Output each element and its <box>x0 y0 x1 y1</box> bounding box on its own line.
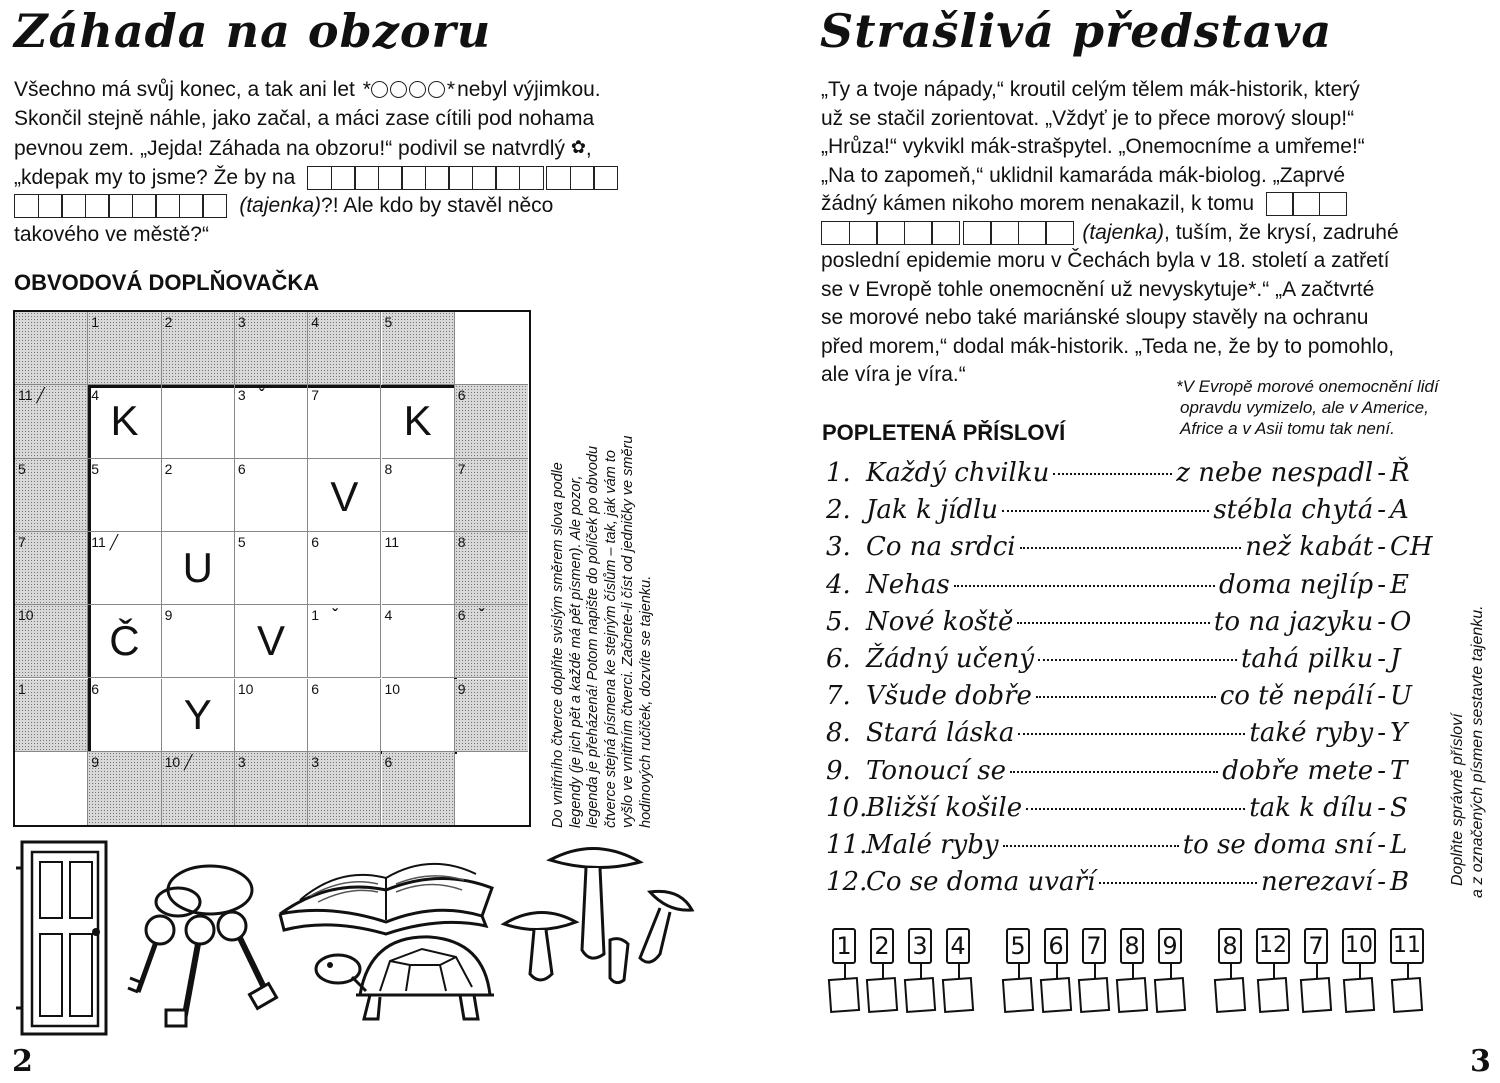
cell-number: 3 <box>311 753 319 770</box>
proverb-dots <box>1018 733 1245 735</box>
key-number-box: 10 <box>1342 928 1376 964</box>
cell-number: 6 <box>311 680 319 697</box>
cell-number: 6 <box>457 607 466 624</box>
keys-icon <box>120 860 290 1040</box>
cell-number: 11 ╱ <box>18 387 45 404</box>
proverb-number: 8. <box>826 718 851 749</box>
grid-cell[interactable] <box>235 605 308 678</box>
cell-number: 1 <box>18 680 26 697</box>
proverb-dots <box>1010 771 1218 773</box>
cell-number: 6 <box>91 680 100 697</box>
cell-number: 11 <box>384 533 400 550</box>
cell-letter: Y <box>183 690 212 738</box>
cell-number: 10 ╱ <box>164 753 193 770</box>
key-number-box: 8 <box>1120 928 1144 964</box>
grid-cell[interactable] <box>162 752 235 825</box>
cell-number: 7 <box>18 533 26 550</box>
proverb-line <box>826 718 1420 748</box>
key-number-box: 11 <box>1390 928 1424 964</box>
cell-number: 1 <box>91 314 100 330</box>
grid-cell[interactable] <box>162 532 235 605</box>
cell-number: 7 <box>457 460 466 477</box>
answer-boxes-word4[interactable] <box>821 221 1073 245</box>
key-connector <box>1018 964 1020 978</box>
proverb-number: 9. <box>826 755 851 786</box>
proverb-number: 10. <box>826 792 868 823</box>
grid-cell[interactable] <box>308 605 381 678</box>
proverb-line <box>826 756 1420 786</box>
grid-cell[interactable] <box>88 312 161 385</box>
key-number-box: 8 <box>1218 928 1242 964</box>
key-connector <box>1056 964 1058 978</box>
cell-number: 5 <box>18 460 26 477</box>
answer-letter-box[interactable] <box>1116 977 1148 1013</box>
cell-letter: K <box>403 397 432 445</box>
proverb-dots <box>1053 473 1172 475</box>
grid-cell[interactable] <box>15 752 88 825</box>
door-icon <box>14 838 110 1038</box>
grid-cell[interactable] <box>455 459 528 532</box>
grid-cell[interactable] <box>308 459 381 532</box>
key-number-box: 4 <box>946 928 970 964</box>
proverb-number: 2. <box>826 495 851 526</box>
proverb-number: 5. <box>826 606 851 637</box>
key-number-box: 9 <box>1158 928 1182 964</box>
proverb-first-half: Tonoucí se <box>866 755 1006 786</box>
grid-cell[interactable] <box>15 532 88 605</box>
proverb-first-half: Stará láska <box>866 718 1015 749</box>
grid-cell[interactable] <box>235 752 308 825</box>
grid-cell[interactable] <box>308 679 381 752</box>
key-connector <box>1407 964 1409 978</box>
proverb-first-half: Malé ryby <box>866 830 999 860</box>
grid-cell[interactable] <box>455 605 528 678</box>
cell-number: 2 <box>164 314 173 330</box>
key-connector <box>1273 964 1275 978</box>
key-number-box: 5 <box>1006 928 1030 964</box>
proverb-number: 12. <box>826 867 868 898</box>
proverb-second-half: doma nejlíp <box>1219 569 1374 600</box>
right-page-title: Strašlivá představa <box>820 4 1333 58</box>
proverb-dash: - <box>1377 644 1386 674</box>
proverb-dots <box>1026 808 1245 810</box>
left-intro-text: Všechno má svůj konec, a tak ani let * *nebyl výjimkou. Skončil stejně náhle, jako začal, a máci zase cítili pod nohama pevnou zem. „Jejda! Záhada na obzoru!“ podivil se natvrdlý ✿, „kdepak my to jsme? Že by na (tajenka)?! Ale kdo by stavěl něco takového ve městě?“ <box>14 76 714 249</box>
proverb-letter: J <box>1390 644 1401 674</box>
proverb-first-half: Každý chvilku <box>866 458 1050 488</box>
proverb-second-half: stébla chytá <box>1213 495 1374 526</box>
key-connector <box>1359 964 1361 978</box>
cell-number: 9 <box>164 607 173 624</box>
grid-cell[interactable] <box>162 679 235 752</box>
cell-number: 4 <box>91 387 100 404</box>
answer-boxes-word2[interactable] <box>14 194 226 218</box>
proverb-line <box>826 867 1420 897</box>
proverb-first-half: Bližší košile <box>866 792 1023 823</box>
proverb-second-half: z nebe nespadl <box>1176 458 1374 488</box>
cell-letter: K <box>110 397 139 445</box>
proverb-letter: L <box>1390 830 1408 860</box>
grid-cell[interactable] <box>382 605 455 678</box>
answer-letter-box[interactable] <box>1040 977 1072 1013</box>
key-connector <box>1316 964 1318 978</box>
grid-cell[interactable] <box>88 679 161 752</box>
grid-cell[interactable] <box>308 752 381 825</box>
proverb-line <box>826 644 1420 674</box>
proverb-dots <box>1020 547 1242 549</box>
grid-cell[interactable] <box>88 459 161 532</box>
proverb-letter: CH <box>1390 532 1433 563</box>
proverb-dots <box>1036 696 1216 698</box>
proverb-letter: A <box>1390 495 1409 526</box>
proverb-letter: B <box>1390 867 1410 898</box>
proverb-second-half: tahá pilku <box>1240 644 1374 674</box>
proverb-line <box>826 458 1420 488</box>
grid-cell[interactable] <box>382 679 455 752</box>
cell-number: 1 <box>311 607 319 624</box>
cell-number: 4 <box>311 314 319 330</box>
mushrooms-icon <box>500 840 700 990</box>
grid-cell[interactable] <box>15 459 88 532</box>
cell-number: 6 <box>237 460 246 477</box>
proverb-letter: U <box>1390 681 1412 712</box>
grid-cell[interactable] <box>382 459 455 532</box>
cell-number: 7 <box>311 387 319 404</box>
grid-cell[interactable] <box>382 532 455 605</box>
proverb-number: 1. <box>826 458 851 488</box>
proverb-dots <box>1003 845 1179 847</box>
key-connector <box>1132 964 1134 978</box>
cell-number: 6 <box>384 753 393 770</box>
grid-cell[interactable] <box>382 312 455 385</box>
cell-number: 10 <box>384 680 401 697</box>
proverb-dash: - <box>1377 867 1386 898</box>
grid-cell[interactable] <box>15 312 88 385</box>
grid-cell[interactable] <box>162 459 235 532</box>
grid-cell[interactable] <box>235 679 308 752</box>
cell-number: 10 <box>18 607 34 624</box>
cell-number: 8 <box>384 460 393 477</box>
key-connector <box>1094 964 1096 978</box>
proverb-dash: - <box>1377 495 1386 526</box>
book-icon <box>270 838 500 938</box>
key-number-box: 7 <box>1082 928 1106 964</box>
answer-letter-box[interactable] <box>1078 977 1110 1013</box>
proverb-line <box>826 532 1433 563</box>
proverb-first-half: Žádný učený <box>866 644 1035 674</box>
cell-letter: Č <box>109 617 140 665</box>
key-number-box: 2 <box>870 928 894 964</box>
key-connector <box>920 964 922 978</box>
cell-number: 9 <box>457 680 466 697</box>
proverb-letter: T <box>1390 755 1408 786</box>
cell-number: 6 <box>311 533 319 550</box>
answer-letter-box[interactable] <box>1300 977 1332 1013</box>
cell-number: 3 <box>237 753 246 770</box>
answer-letter-box[interactable] <box>904 977 936 1013</box>
cell-number: 3 <box>237 387 246 404</box>
grid-cell[interactable] <box>455 752 528 825</box>
proverb-second-half: to na jazyku <box>1213 606 1374 637</box>
answer-letter-box[interactable] <box>1257 977 1289 1013</box>
proverb-dash: - <box>1377 718 1386 749</box>
answer-letter-box[interactable] <box>1154 977 1186 1013</box>
proverb-line <box>826 570 1420 600</box>
cell-number: 11 ╱ <box>91 533 119 550</box>
grid-cell[interactable] <box>308 385 381 458</box>
grid-cell[interactable] <box>455 532 528 605</box>
proverb-dash: - <box>1377 458 1386 488</box>
key-number-box: 3 <box>908 928 932 964</box>
grid-cell[interactable] <box>15 605 88 678</box>
proverb-dash: - <box>1377 606 1386 637</box>
grid-cell[interactable] <box>88 605 161 678</box>
key-number-box: 6 <box>1044 928 1068 964</box>
proverb-line <box>826 607 1420 637</box>
proverb-second-half: to se doma sní <box>1182 830 1374 860</box>
grid-cell[interactable] <box>15 385 88 458</box>
cell-number: 5 <box>91 460 100 477</box>
cell-letter: V <box>330 472 359 520</box>
grid-cell[interactable] <box>235 385 308 458</box>
proverb-second-half: také ryby <box>1249 718 1374 749</box>
cell-number: 8 <box>457 533 466 550</box>
proverbs-instruction: Doplňte správně přísloví a z označených písmen sestavte tajenku. <box>1449 605 1486 898</box>
proverb-second-half: než kabát <box>1245 532 1374 563</box>
cell-number: 5 <box>237 533 246 550</box>
left-page-number: 2 <box>12 1044 33 1079</box>
grid-cell[interactable] <box>382 385 455 458</box>
grid-cell[interactable] <box>15 679 88 752</box>
grid-cell[interactable] <box>235 459 308 532</box>
answer-letter-box[interactable] <box>1391 977 1423 1013</box>
answer-letter-box[interactable] <box>866 977 898 1013</box>
cell-number: 2 <box>164 460 173 477</box>
proverb-number: 4. <box>826 569 851 600</box>
answer-letter-box[interactable] <box>1214 977 1246 1013</box>
proverb-second-half: dobře mete <box>1222 755 1374 786</box>
proverb-first-half: Všude dobře <box>866 681 1032 712</box>
proverb-dots <box>1002 510 1209 512</box>
cell-number: 4 <box>384 607 393 624</box>
answer-boxes-word1[interactable] <box>307 166 617 190</box>
proverb-line <box>826 830 1420 860</box>
grid-cell[interactable] <box>308 532 381 605</box>
key-connector <box>958 964 960 978</box>
right-section-title: POPLETENÁ PŘÍSLOVÍ <box>822 420 1066 445</box>
proverb-number: 6. <box>826 644 851 674</box>
grid-cell[interactable] <box>455 679 528 752</box>
cell-number: 9 <box>91 753 100 770</box>
proverb-letter: Ř <box>1390 458 1410 488</box>
proverb-dots <box>954 585 1215 587</box>
hacek-mark: ˇ <box>332 607 338 625</box>
hacek-mark: ˇ <box>258 387 265 405</box>
proverb-line <box>826 793 1420 823</box>
grid-cell[interactable] <box>162 385 235 458</box>
proverb-first-half: Nové koště <box>866 606 1014 637</box>
turtle-icon <box>310 925 500 1033</box>
proverb-dash: - <box>1377 532 1386 563</box>
proverb-second-half: nerezaví <box>1261 867 1374 898</box>
answer-boxes-word3[interactable] <box>1266 192 1346 216</box>
proverb-dots <box>1099 882 1257 884</box>
footnote: *V Evropě morové onemocnění lidí opravdu vymizelo, ale v Americe, Africe a v Asii tomu tak není. <box>1176 377 1439 438</box>
proverb-dash: - <box>1377 569 1386 600</box>
proverb-letter: Y <box>1390 718 1408 749</box>
answer-letter-box[interactable] <box>1343 977 1375 1013</box>
proverb-first-half: Jak k jídlu <box>866 495 999 526</box>
proverb-dash: - <box>1377 792 1386 823</box>
key-connector <box>882 964 884 978</box>
hacek-mark: ˇ <box>478 607 485 625</box>
right-story-text: „Ty a tvoje nápady,“ kroutil celým tělem mák-historik, který už se stačil zorientovat. „Vždyť je to přece morový sloup!“ „Hrůza!“ vykvikl mák-strašpytel. „Onemocníme a umřeme!“ „Na to zapomeň,“ uklidnil kamaráda mák-biolog. „Zaprvé žádný kámen nikoho morem nenakazil, k tomu (tajenka), tuším, že krysí, zadruhé poslední epidemie moru v Čechách byla v 18. století a zatřetí se v Evropě tohle onemocnění už nevyskytuje*.“ „A začtvrté se morové nebo také mariánské sloupy stavěly na ochranu před morem,“ dodal mák-historik. „Teda ne, že by to pomohlo, ale víra je víra.“ <box>821 78 1399 386</box>
answer-letter-box[interactable] <box>942 977 974 1013</box>
key-connector <box>1170 964 1172 978</box>
grid-cell[interactable] <box>235 532 308 605</box>
grid-cell[interactable] <box>455 385 528 458</box>
proverb-line <box>826 681 1420 711</box>
proverb-second-half: co tě nepálí <box>1219 681 1374 712</box>
grid-cell[interactable] <box>308 312 381 385</box>
answer-letter-box[interactable] <box>828 977 860 1013</box>
left-page-title: Záhada na obzoru <box>14 4 492 58</box>
crossword-grid <box>13 310 531 827</box>
left-section-title: OBVODOVÁ DOPLŇOVAČKA <box>14 270 320 295</box>
grid-cell[interactable] <box>382 752 455 825</box>
proverb-number: 11. <box>826 830 868 860</box>
grid-cell[interactable] <box>235 312 308 385</box>
proverb-letter: O <box>1390 606 1412 637</box>
cell-number: 6 <box>457 387 466 404</box>
grid-cell[interactable] <box>88 385 161 458</box>
proverb-dots <box>1017 622 1210 624</box>
cell-letter: U <box>182 543 213 591</box>
mak-character-icon: ✿ <box>570 137 586 157</box>
key-connector <box>844 964 846 978</box>
grid-cell[interactable] <box>162 312 235 385</box>
crossword-instructions: Do vnitřního čtverce doplňte svislým směrem slova podle legendy (je jich pět a každé má pět písmen). Ale pozor, legenda je přeházená! Potom napište do políček po obvodu čtverce stejná písmena ke stejným číslům – tak, jak vám to vyšlo ve vnitřním čtverci. Začnete-li číst od jedničky ve směru hodinových ručiček, dozvíte se tajenku. <box>550 435 654 828</box>
cell-number: 10 <box>237 680 254 697</box>
proverb-number: 7. <box>826 681 851 712</box>
proverb-first-half: Co se doma uvaří <box>866 867 1096 898</box>
grid-cell[interactable] <box>88 532 161 605</box>
grid-cell[interactable] <box>455 312 528 385</box>
cell-letter: V <box>257 617 286 665</box>
grid-cell[interactable] <box>162 605 235 678</box>
key-number-box: 7 <box>1304 928 1328 964</box>
proverb-first-half: Nehas <box>866 569 950 600</box>
proverb-letter: E <box>1390 569 1409 600</box>
grid-cell[interactable] <box>88 752 161 825</box>
key-number-box: 1 <box>832 928 856 964</box>
proverb-dash: - <box>1377 830 1386 860</box>
answer-key <box>832 928 1442 1038</box>
key-number-box: 12 <box>1256 928 1290 964</box>
right-page-number: 3 <box>1470 1044 1491 1079</box>
proverb-dots <box>1038 659 1237 661</box>
cell-number: 5 <box>384 314 393 330</box>
proverb-line <box>826 495 1420 525</box>
proverb-dash: - <box>1377 755 1386 786</box>
answer-letter-box[interactable] <box>1002 977 1034 1013</box>
proverb-first-half: Co na srdci <box>866 532 1016 563</box>
smiley-faces-icon: * * <box>362 78 456 101</box>
proverb-number: 3. <box>826 532 851 563</box>
cell-number: 3 <box>237 314 246 330</box>
proverb-second-half: tak k dílu <box>1249 792 1374 823</box>
proverb-dash: - <box>1377 681 1386 712</box>
key-connector <box>1230 964 1232 978</box>
proverb-letter: S <box>1390 792 1408 823</box>
